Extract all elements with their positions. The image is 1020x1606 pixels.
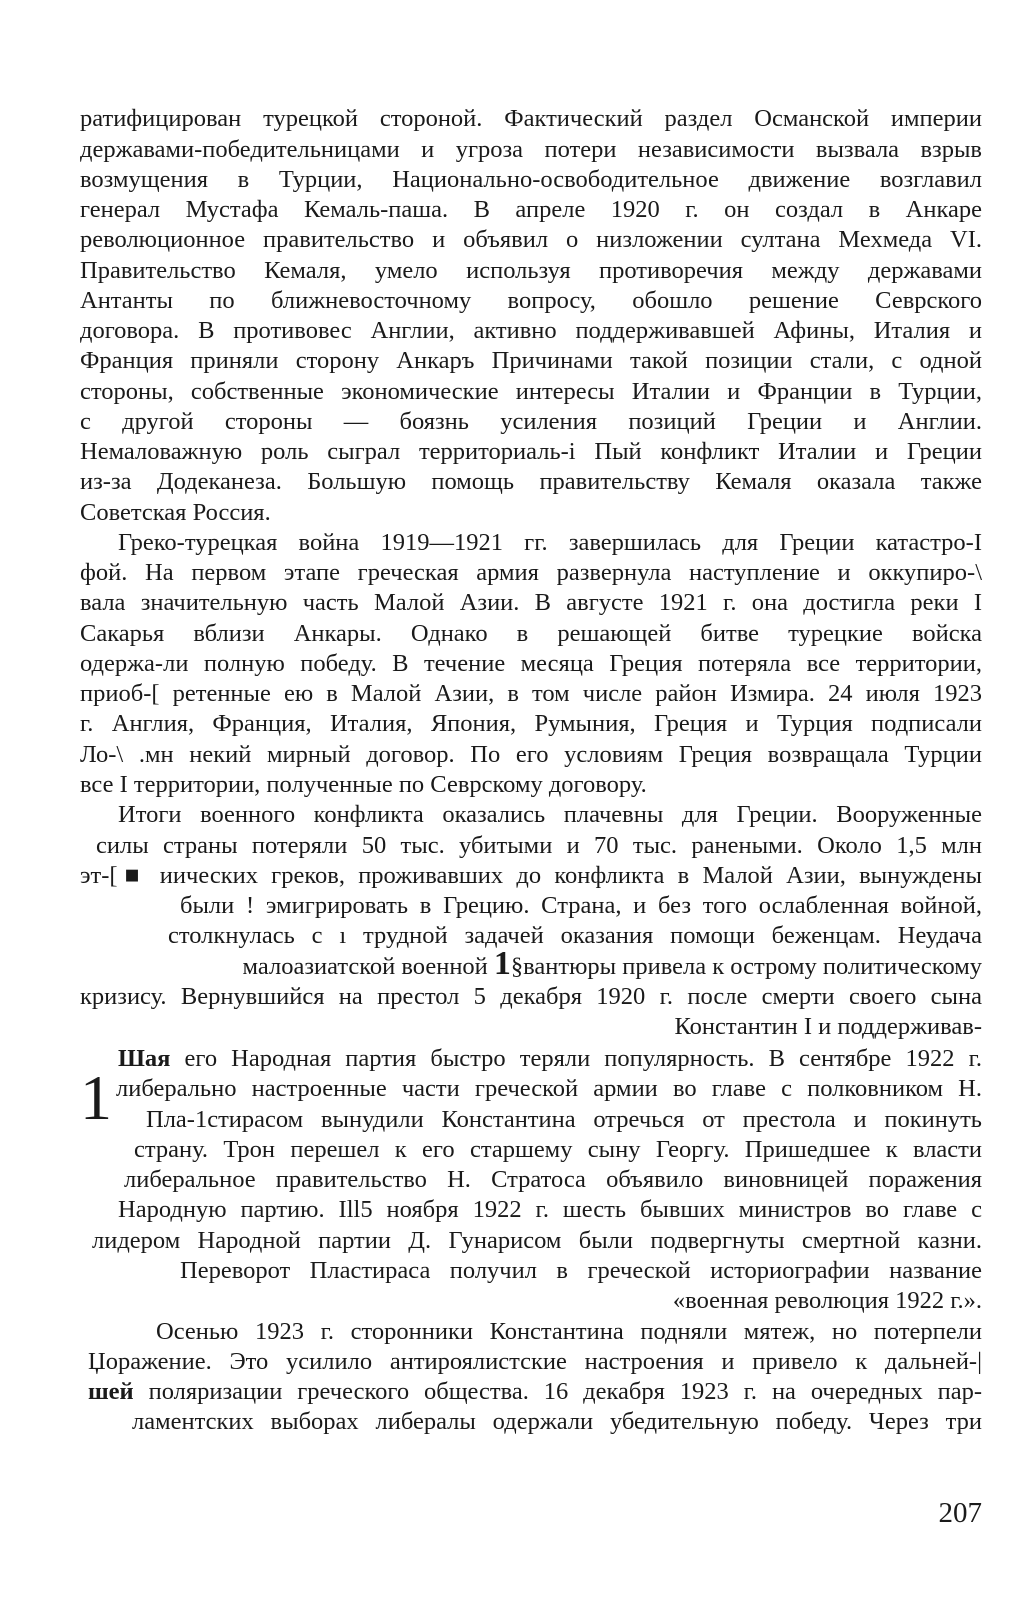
bold-word: шей — [88, 1378, 134, 1405]
text-line: Франция приняли сторону Анкаръ Причинами такой позиции стали, с одной — [80, 347, 982, 374]
text-line: Антанты по ближневосточному вопросу, обошло решение Севрского — [80, 287, 982, 314]
text-line: все І территории, полученные по Севрскому договору. — [80, 771, 647, 798]
text-line: Народную партию. Ill5 ноября 1922 г. шесть бывших министров во главе с — [118, 1196, 982, 1223]
text-line: фой. На первом этапе греческая армия развернула наступление и оккупиро-\ — [80, 559, 982, 586]
stray-numeral: 1 — [493, 945, 511, 982]
text-line: Немаловажную роль сыграл территориаль-і Пый конфликт Италии и Греции — [80, 438, 982, 465]
text-fragment: §вантюры привела к острому политическому — [510, 953, 982, 980]
text-line: Џоражение. Это усилило антироялистские настроения и привело к дальней-| — [88, 1348, 982, 1375]
text-fragment: его Народная партия быстро теряли популярность. В сентябре 1922 г. — [184, 1045, 982, 1072]
text-line — [88, 1377, 982, 1408]
text-line: столкнулась с ı трудной задачей оказания помощи беженцам. Неудача — [168, 922, 982, 949]
text-line: Переворот Пластираса получил в греческой историографии название — [180, 1257, 982, 1284]
text-line: г. Англия, Франция, Италия, Япония, Румыния, Греция и Турция подписали — [80, 710, 982, 737]
text-fragment: поляризации греческого общества. 16 декабря 1923 г. на очередных пар- — [148, 1378, 982, 1405]
drop-numeral: 1 — [80, 1062, 112, 1133]
text-line: «военная революция 1922 г.». — [672, 1287, 982, 1314]
text-line: одержа-ли полную победу. В течение месяца Греция потеряла все территории, — [80, 650, 982, 677]
text-line: эт-[■ иических греков, проживавших до конфликта в Малой Азии, вынуждены — [80, 862, 982, 889]
text-line: силы страны потеряли 50 тыс. убитыми и 70 тыс. ранеными. Около 1,5 млн — [96, 832, 982, 859]
text-line: революционное правительство и объявил о низложении султана Мехмеда VI. — [80, 226, 982, 253]
text-line: генерал Мустафа Кемаль-паша. В апреле 1920 г. он создал в Анкаре — [80, 196, 982, 223]
text-line: либерально настроенные части греческой армии во главе с полковником Н. — [116, 1075, 982, 1102]
text-line: из-за Додеканеза. Большую помощь правительству Кемаля оказала также — [80, 468, 982, 495]
bold-word: Шая — [118, 1045, 171, 1072]
text-line: страну. Трон перешел к его старшему сыну Георгу. Пришедшее к власти — [134, 1136, 982, 1163]
text-line: приоб-[ ретенные ею в Малой Азии, в том числе район Измира. 24 июля 1923 — [80, 680, 982, 707]
text-line: ратифицирован турецкой стороной. Фактический раздел Османской империи — [80, 105, 982, 132]
text-line — [242, 945, 982, 983]
text-line: Ло-\ .мн некий мирный договор. По его условиям Греция возвращала Турции — [80, 741, 982, 768]
text-line: стороны, собственные экономические интересы Италии и Франции в Турции, — [80, 378, 982, 405]
text-line: державами-победительницами и угроза потери независимости вызвала взрыв — [80, 136, 982, 163]
text-line: Советская Россия. — [80, 499, 271, 526]
text-line: возмущения в Турции, Национально-освободительное движение возглавил — [80, 166, 982, 193]
text-line: ламентских выборах либералы одержали убедительную победу. Через три — [132, 1408, 982, 1435]
text-line: Пла-1стирасом вынудили Константина отречься от престола и покинуть — [146, 1106, 982, 1133]
text-line: Итоги военного конфликта оказались плачевны для Греции. Вооруженные — [118, 801, 982, 828]
text-line: были ! эмигрировать в Грецию. Страна, и без того ослабленная войной, — [180, 892, 982, 919]
text-line: вала значительную часть Малой Азии. В августе 1921 г. она достигла реки І — [80, 589, 982, 616]
text-line: либеральное правительство Н. Стратоса объявило виновницей поражения — [124, 1166, 982, 1193]
text-line: договора. В противовес Англии, активно поддерживавшей Афины, Италия и — [80, 317, 982, 344]
text-line: Константин I и поддерживав- — [674, 1013, 982, 1040]
text-line: Греко-турецкая война 1919—1921 гг. завершилась для Греции катастро-І — [118, 529, 982, 556]
text-line: кризису. Вернувшийся на престол 5 декабря 1920 г. после смерти своего сына — [80, 983, 982, 1010]
text-line: Правительство Кемаля, умело используя противоречия между державами — [80, 257, 982, 284]
text-line: с другой стороны — боязнь усиления позиций Греции и Англии. — [80, 408, 982, 435]
text-line: Осенью 1923 г. сторонники Константина подняли мятеж, но потерпели — [156, 1318, 982, 1345]
text-fragment: малоазиатской военной — [242, 953, 488, 980]
text-line: лидером Народной партии Д. Гунарисом были подвергнуты смертной казни. — [92, 1227, 982, 1254]
page-number: 207 — [938, 1497, 982, 1529]
text-line: Сакарья вблизи Анкары. Однако в решающей битве турецкие войска — [80, 620, 982, 647]
text-line — [118, 1044, 982, 1075]
